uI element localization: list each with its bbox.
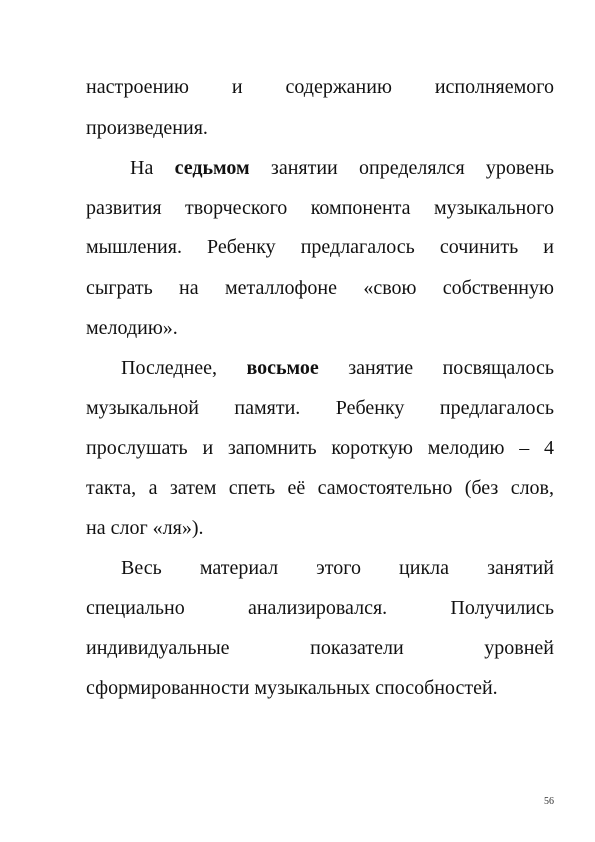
word: музыкальной <box>86 397 199 419</box>
word: «свою <box>363 277 417 299</box>
text-line <box>86 436 554 460</box>
word: и <box>202 437 214 459</box>
word: исполняемого <box>434 76 554 98</box>
word: слов, <box>510 477 554 499</box>
word: прослушать <box>86 437 188 459</box>
word: на слог «ля»). <box>86 517 204 539</box>
text-line <box>86 476 554 500</box>
word: содержанию <box>285 76 392 98</box>
word: настроению <box>86 76 189 98</box>
word: музыкального <box>433 197 554 219</box>
word: – <box>519 437 530 459</box>
text-line <box>86 276 554 300</box>
word: самостоятельно <box>317 477 453 499</box>
word: и <box>231 76 243 98</box>
emphasized-word: седьмом <box>174 157 250 179</box>
word: специально <box>86 597 185 619</box>
page-number: 56 <box>544 796 554 807</box>
word: сочинить <box>439 236 519 258</box>
word: уровней <box>484 637 554 659</box>
word: запомнить <box>227 437 317 459</box>
text-line <box>86 196 554 220</box>
word: мышления. <box>86 236 182 258</box>
word: её <box>287 477 306 499</box>
word: мелодию». <box>86 317 178 339</box>
word: (без <box>464 477 499 499</box>
text-line <box>86 116 554 140</box>
word: творческого <box>185 197 288 219</box>
word: затем <box>169 477 217 499</box>
text-line <box>86 636 554 660</box>
word: а <box>148 477 158 499</box>
word: занятии <box>270 157 338 179</box>
text-line <box>86 316 554 340</box>
text-line <box>86 235 554 259</box>
word: компонента <box>310 197 411 219</box>
text-line <box>121 356 554 380</box>
word: определялся <box>359 157 465 179</box>
word: уровень <box>485 157 554 179</box>
word: мелодию <box>427 437 505 459</box>
word: сыграть <box>86 277 153 299</box>
word: посвящалось <box>442 357 554 379</box>
text-line <box>86 396 554 420</box>
word: занятий <box>487 557 554 579</box>
word: Весь <box>121 557 162 579</box>
word: Получились <box>450 597 554 619</box>
word: этого <box>316 557 361 579</box>
word: занятие <box>348 357 414 379</box>
text-line <box>86 75 554 99</box>
text-line <box>86 516 554 540</box>
word: собственную <box>442 277 554 299</box>
word: анализировался. <box>247 597 388 619</box>
word: спеть <box>228 477 276 499</box>
word: 4 <box>543 437 554 459</box>
emphasized-word: восьмое <box>246 357 319 379</box>
word: развития <box>86 197 162 219</box>
word: материал <box>199 557 279 579</box>
text-line <box>86 676 554 700</box>
text-line <box>86 596 554 620</box>
word: Ребенку <box>207 236 276 258</box>
word: короткую <box>331 437 413 459</box>
text-line <box>130 156 554 180</box>
word: предлагалось <box>439 397 554 419</box>
word: памяти. <box>234 397 301 419</box>
word: Последнее, <box>121 357 218 379</box>
word: металлофоне <box>224 277 338 299</box>
word: произведения. <box>86 117 208 139</box>
text-line <box>121 556 554 580</box>
word: показатели <box>310 637 404 659</box>
word: Ребенку <box>335 397 405 419</box>
word: сформированности музыкальных способностей. <box>86 677 498 699</box>
word: на <box>179 277 199 299</box>
word: и <box>543 236 554 258</box>
word: такта, <box>86 477 137 499</box>
word: индивидуальные <box>86 637 230 659</box>
word: предлагалось <box>300 236 415 258</box>
word: На <box>130 157 154 179</box>
word: цикла <box>399 557 450 579</box>
